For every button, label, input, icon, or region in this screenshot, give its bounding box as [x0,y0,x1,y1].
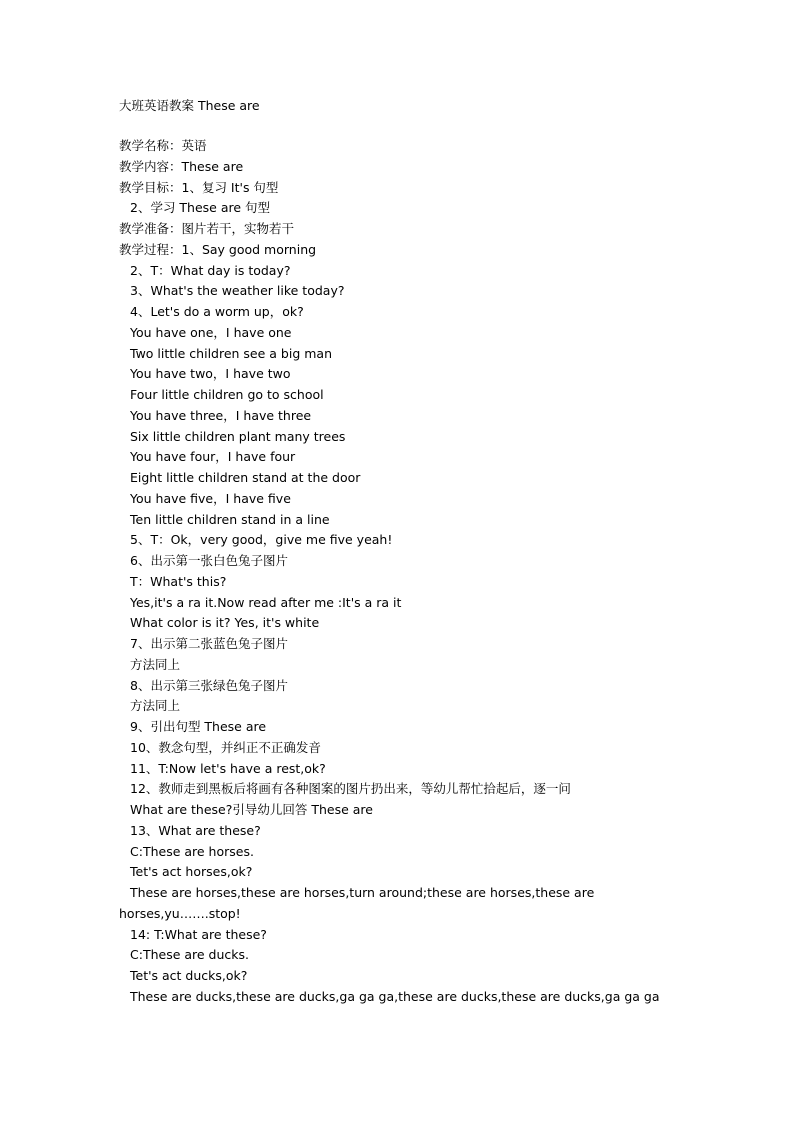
text-line: 教学目标：1、复习 It's 句型 [119,179,279,195]
text-line: 教学名称：英语 [119,138,207,153]
text-line: Six little children plant many trees [130,428,346,444]
text-line: You have three，I have three [130,407,312,423]
text-line: 5、T：Ok，very good，give me five yeah! [130,532,393,548]
text-line: 11、T:Now let's have a rest,ok? [130,760,326,776]
text-line: 9、引出句型 These are [130,719,267,734]
text-line: Yes,it's a ra it.Now read after me :It's a ra it [130,594,402,610]
document-body [119,136,699,1008]
text-line: 4、Let's do a worm up，ok? [130,304,304,319]
text-line: 12、教师走到黑板后将画有各种图案的图片扔出来，等幼儿帮忙拾起后，逐一问 [130,781,571,797]
text-line: 14: T:What are these? [130,926,267,942]
text-line: These are ducks,these are ducks,ga ga ga,these are ducks,these are ducks,ga ga ga [130,988,660,1004]
text-line: You have two，I have two [130,366,291,382]
text-line: 3、What's the weather like today? [130,283,345,299]
text-line: 方法同上 [130,698,181,714]
text-line: Tet's act horses,ok? [130,864,253,880]
text-line: You have one，I have one [130,324,292,340]
text-line: Four little children go to school [130,387,324,402]
text-line: T：What's this? [130,573,227,589]
text-line: 10、教念句型，并纠正不正确发音 [130,739,321,755]
text-line: C:These are ducks. [130,947,250,963]
text-line: 教学过程：1、Say good morning [119,241,317,257]
text-line: C:These are horses. [130,843,254,859]
text-line: horses,yu…….stop! [119,905,241,921]
text-line: 教学准备：图片若干，实物若干 [119,221,295,236]
text-line: 7、出示第二张蓝色兔子图片 [130,636,288,651]
text-line: 13、What are these? [130,822,261,838]
text-line: What color is it? Yes, it's white [130,615,320,631]
text-line: You have four，I have four [130,449,296,465]
text-line: Ten little children stand in a line [130,511,330,527]
text-line: You have five，I have five [130,490,291,506]
text-line: 教学内容：These are [119,158,244,174]
document-title: 大班英语教案 These are [119,98,260,113]
text-line: 6、出示第一张白色兔子图片 [130,553,288,568]
text-line: 2、T：What day is today? [130,262,291,278]
text-line: 8、出示第三张绿色兔子图片 [130,677,288,693]
text-line: 方法同上 [130,656,181,672]
text-line: These are horses,these are horses,turn around;these are horses,these are [130,885,595,900]
text-line: What are these?引导幼儿回答 These are [130,802,373,817]
text-line: Two little children see a big man [130,345,332,361]
text-line: 2、学习 These are 句型 [130,200,271,216]
text-line: Eight little children stand at the door [130,470,361,485]
text-line: Tet's act ducks,ok? [130,968,248,983]
